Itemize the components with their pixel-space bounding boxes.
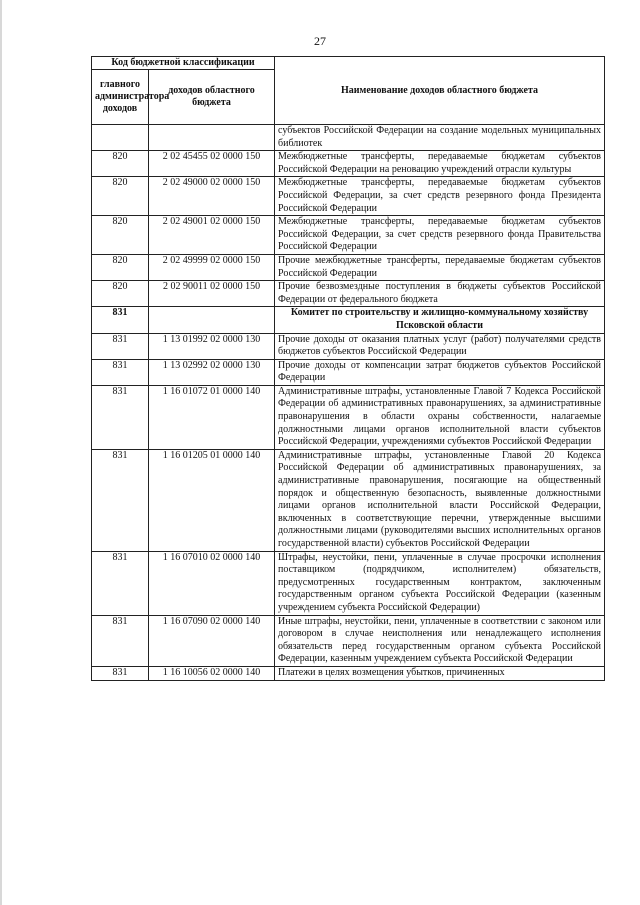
income-name-cell: Прочие доходы от компенсации затрат бюджетов субъектов Российской Федерации xyxy=(275,359,605,385)
income-code-cell: 2 02 45455 02 0000 150 xyxy=(149,151,275,177)
table-row xyxy=(92,125,605,151)
admin-code-cell: 820 xyxy=(92,216,149,255)
income-code-cell xyxy=(149,125,275,151)
table-row xyxy=(92,333,605,359)
admin-code-cell: 831 xyxy=(92,666,149,680)
income-code-cell: 1 16 07090 02 0000 140 xyxy=(149,615,275,666)
income-name-cell: субъектов Российской Федерации на создание модельных муниципальных библиотек xyxy=(275,125,605,151)
income-code-cell: 1 16 07010 02 0000 140 xyxy=(149,551,275,615)
income-name-cell: Комитет по строительству и жилищно-коммунальному хозяйству Псковской области xyxy=(275,307,605,333)
income-name-cell: Административные штрафы, установленные Главой 20 Кодекса Российской Федерации об административных правонарушениях, за административные правонарушения, посягающие на общественный порядок и общественную безопасность, выявленные должностными лицами органов исполнительной власти Российской Федерации, включенных в соответствующие перечни, утвержденные высшими должностными лицами (руководителями высших исполнительных органов государственной власти) субъектов Российской Федерации xyxy=(275,449,605,551)
income-code-cell: 1 16 10056 02 0000 140 xyxy=(149,666,275,680)
admin-code-cell: 831 xyxy=(92,449,149,551)
admin-code-cell: 831 xyxy=(92,615,149,666)
income-name-cell: Прочие доходы от оказания платных услуг (работ) получателями средств бюджетов субъектов Российской Федерации xyxy=(275,333,605,359)
income-name-cell: Межбюджетные трансферты, передаваемые бюджетам субъектов Российской Федерации, за счет средств резервного фонда Правительства Российской Федерации xyxy=(275,216,605,255)
table-row xyxy=(92,359,605,385)
admin-code-cell: 820 xyxy=(92,177,149,216)
table-row xyxy=(92,281,605,307)
group-header: Код бюджетной классификации xyxy=(92,57,275,70)
admin-code-cell: 831 xyxy=(92,333,149,359)
income-code-cell: 1 16 01205 01 0000 140 xyxy=(149,449,275,551)
income-name-cell: Платежи в целях возмещения убытков, причиненных xyxy=(275,666,605,680)
table-row xyxy=(92,254,605,280)
table-row xyxy=(92,666,605,680)
table-body xyxy=(92,125,605,681)
income-name-cell: Межбюджетные трансферты, передаваемые бюджетам субъектов Российской Федерации, за счет средств резервного фонда Президента Российской Федерации xyxy=(275,177,605,216)
income-name-cell: Прочие безвозмездные поступления в бюджеты субъектов Российской Федерации от федерального бюджета xyxy=(275,281,605,307)
code-column-header: доходов областного бюджета xyxy=(149,70,275,125)
income-code-cell: 1 13 01992 02 0000 130 xyxy=(149,333,275,359)
admin-code-cell: 831 xyxy=(92,359,149,385)
table-row xyxy=(92,449,605,551)
admin-code-cell: 820 xyxy=(92,281,149,307)
table-row xyxy=(92,151,605,177)
budget-classification-table xyxy=(91,56,605,681)
admin-code-cell: 831 xyxy=(92,307,149,333)
income-name-cell: Межбюджетные трансферты, передаваемые бюджетам субъектов Российской Федерации на реновацию учреждений отрасли культуры xyxy=(275,151,605,177)
income-code-cell: 1 13 02992 02 0000 130 xyxy=(149,359,275,385)
page-number: 27 xyxy=(314,34,326,48)
income-code-cell: 2 02 90011 02 0000 150 xyxy=(149,281,275,307)
income-name-cell: Штрафы, неустойки, пени, уплаченные в случае просрочки исполнения поставщиком (подрядчиком, исполнителем) обязательств, предусмотренных государственным контрактом, заключенным государственным органом субъекта Российской Федерации (казенным учреждением субъекта Российской Федерации) xyxy=(275,551,605,615)
income-name-cell: Прочие межбюджетные трансферты, передаваемые бюджетам субъектов Российской Федерации xyxy=(275,254,605,280)
admin-code-cell xyxy=(92,125,149,151)
admin-code-cell: 820 xyxy=(92,151,149,177)
admin-column-header: главного администратора доходов xyxy=(92,70,149,125)
table-row xyxy=(92,177,605,216)
admin-code-cell: 820 xyxy=(92,254,149,280)
income-code-cell xyxy=(149,307,275,333)
scan-edge xyxy=(0,0,2,905)
table-row xyxy=(92,307,605,333)
income-code-cell: 2 02 49001 02 0000 150 xyxy=(149,216,275,255)
admin-code-cell: 831 xyxy=(92,551,149,615)
income-code-cell: 2 02 49999 02 0000 150 xyxy=(149,254,275,280)
name-column-header: Наименование доходов областного бюджета xyxy=(275,57,605,125)
table-row xyxy=(92,385,605,449)
income-name-cell: Административные штрафы, установленные Главой 7 Кодекса Российской Федерации об административных правонарушениях, за административные правонарушения в области охраны собственности, налагаемые должностными лицами органов исполнительной власти субъектов Российской Федерации, учреждениями субъектов Российской Федерации xyxy=(275,385,605,449)
table-row xyxy=(92,216,605,255)
admin-code-cell: 831 xyxy=(92,385,149,449)
income-code-cell: 2 02 49000 02 0000 150 xyxy=(149,177,275,216)
table-row xyxy=(92,551,605,615)
income-name-cell: Иные штрафы, неустойки, пени, уплаченные в соответствии с законом или договором в случае неисполнения или ненадлежащего исполнения обязательств перед государственным органом субъекта Российской Федерации, казенным учреждением субъекта Российской Федерации xyxy=(275,615,605,666)
income-code-cell: 1 16 01072 01 0000 140 xyxy=(149,385,275,449)
table-row xyxy=(92,615,605,666)
